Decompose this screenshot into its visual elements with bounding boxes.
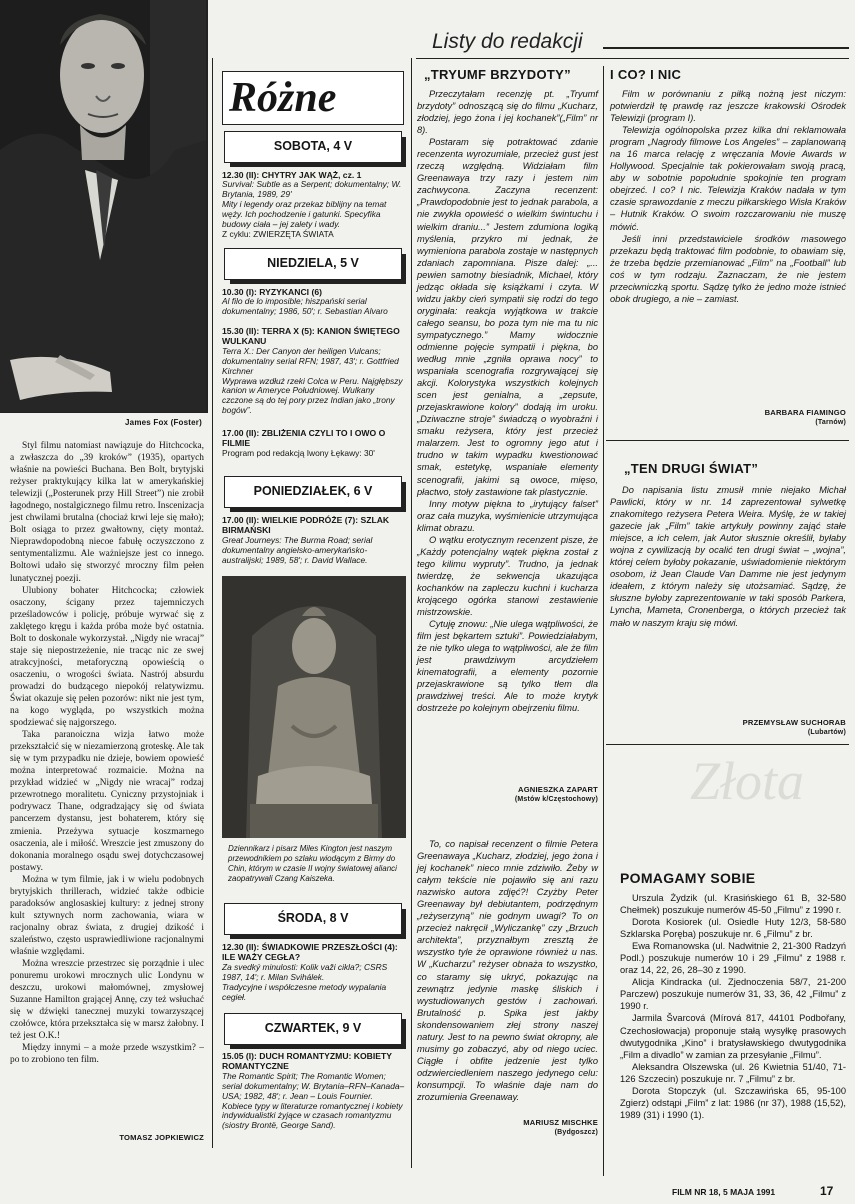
program-description: Mity i legendy oraz przekaz biblijny na temat węży. Ich pochodzenie i gatunki. Specyfika budowy ciała – jej zalety i wady. bbox=[222, 199, 387, 230]
swiat-signature: PRZEMYSŁAW SUCHORAB bbox=[742, 718, 846, 727]
faded-watermark: Złota bbox=[690, 751, 805, 811]
left-article-paragraph: Można w tym filmie, jak i w wielu podobnych brytyjskich thrillerach, widzieć także odbicie paradoksów anglosaskiej kultury: z jednej strony kult sztywnych norm zachowania, wiara w racjonalny obraz świata, z drugiej dzikość i szaleństwo, często usprawiedliwione racjonalnymi właśnie względami. bbox=[10, 874, 204, 957]
pomagamy-item: Alicja Kindracka (ul. Zjednoczenia 58/7, 21-200 Parczew) poszukuje numerów 31, 33, 36, 42 „Filmu” z 1990 r. bbox=[620, 977, 846, 1012]
left-article-paragraph: Taka paranoiczna wizja łatwo może przekształcić się w niezamierzoną groteskę. Ale tak się w tym przypadku nie dzieje, bowiem opowieść można interpretować rozmaicie. Można na przykład widzieć w „Nigdy nie wracaj” rodzaj przewrotnego moralitetu. Cyniczny przystojniak i podrywacz Thane, odgradzający się od świata pancerzem dystansu, jest bohaterem, który się zmienia. Przeżywa sytuacje koszmarnego osaczenia, ale i miłość. Wreszcie jest zmuszony do dokonania moralnego osądu swej dotychczasowej postawy. bbox=[10, 730, 204, 873]
day-header-sunday: NIEDZIELA, 5 V bbox=[224, 248, 402, 280]
pomagamy-title: POMAGAMY SOBIE bbox=[620, 870, 756, 886]
mischke-paragraph: To, co napisał recenzent o filmie Petera Greenawaya „Kucharz, złodziej, jego żona i jej kochanek” nieco mnie zdziwiło. Żeby w całym tekście nie pojawiło się ani razu nazwisko autora zdjęć?! Czyżby Peter Greenaway był debiutantem, podrzędnym „reżyserzyną” nie godnym uwagi? To on przecież nakręcił „Wyliczankę” czy „Brzuch architekta”, przyznałbym zresztą że wszystko tyle że oprawione również u nas. W „Kucharzu” reżyser obnaża to wszystko, co staramy się ukryć, pokazując na zewnątrz jedynie maskę śliskich i wystudiowanych gestów i zachowań. Brutalność p. Spika jest jakby skondensowaniem złej strony naszej natury. Jest to na pewno świat okropny, ale musimy go zobaczyć, aby od niego uciec. Ciągłe i obfite jedzenie jest tylko odzwierciedleniem naszego jedynego celu: konsumpcji. To właśnie daje nam do zrozumienia Greenaway. bbox=[417, 839, 598, 1102]
section-rule bbox=[606, 744, 849, 745]
letters-header: Listy do redakcji bbox=[432, 30, 583, 53]
tryumf-place: (Mstów k/Częstochowy) bbox=[514, 796, 598, 803]
program-info: Za svedký minulosti: Kolik važi cikla?; CSRS 1987, 14'; r. Milan Svihálek. bbox=[222, 961, 388, 982]
mischke-letter bbox=[417, 838, 598, 1103]
program-title: 15.30 (II): TERRA X (5): KANION ŚWIĘTEGO WULKANU bbox=[222, 326, 400, 347]
buddha-caption: Dziennikarz i pisarz Miles Kington jest naszym przewodnikiem po szlaku wiodącym z Birmy do Chin, którym w czasie II wojny światowej alianci zaopatrywali Czang Kaiszeka. bbox=[228, 844, 397, 883]
program-item bbox=[222, 170, 406, 240]
column-rule bbox=[212, 58, 213, 1148]
day-header-wednesday: ŚRODA, 8 V bbox=[224, 903, 402, 935]
program-title: 12.30 (II): ŚWIADKOWIE PRZESZŁOŚCI (4): ILE WAŻY CEGŁA? bbox=[222, 942, 398, 963]
program-info: Survival: Subtle as a Serpent; dokumentalny; W. Brytania, 1989, 29' bbox=[222, 179, 402, 200]
swiat-place: (Lubartów) bbox=[807, 729, 846, 736]
program-item bbox=[222, 326, 406, 416]
program-title: 17.00 (II): WIELKIE PODRÓŻE (7): SZLAK BIRMAŃSKI bbox=[222, 515, 390, 536]
header-rule bbox=[603, 47, 849, 49]
program-info: Al filo de lo imposible; hiszpański serial dokumentalny; 1986, 50'; r. Sebastian Alvaro bbox=[222, 296, 388, 317]
ico-paragraph: Telewizja ogólnopolska przez kilka dni reklamowała program „Nagrody filmowe Los Angeles” – zaplanowaną na 16 marca relację z wręczania Movie Awards w Hollywood. Specjalnie tak pokierowałam swoją pracą, aby w sobotnie popołudnie spokojnie ten program obejrzeć. I co? I nic. Telewizja Kraków nadała w tym czasie sprawozdanie z meczu piłkarskiego Wisła Kraków – Hutnik Kraków. O swoim rozczarowaniu nie muszę mówić. bbox=[610, 125, 846, 232]
buddha-photo bbox=[222, 576, 406, 838]
header-rule bbox=[416, 58, 849, 59]
pomagamy-item: Dorota Kosiorek (ul. Osiedle Huty 12/3, 58-580 Szklarska Poręba) poszukuje nr. 6 „Filmu” z br. bbox=[620, 917, 846, 940]
program-info: Great Journeys: The Burma Road; serial dokumentalny angielsko-amerykańsko-australijski; 1989, 58'; r. David Wallace. bbox=[222, 534, 373, 565]
program-item bbox=[222, 515, 406, 566]
program-title: 12.30 (II): CHYTRY JAK WĄŻ, cz. 1 bbox=[222, 170, 362, 180]
swiat-letter bbox=[610, 484, 846, 629]
page-number: 17 bbox=[820, 1184, 834, 1198]
ico-letter bbox=[610, 88, 846, 305]
tryumf-paragraph: O wątku erotycznym recenzent pisze, że „Każdy potencjalny wątek piękna został z tego kilimu wypruty”. Trudno, ja jednak twierdzę, że sekwencja ukazująca kochanków na zapleczu kuchni i kucharza krojącego ogórka stanowi zestawienie mistrzowskie. bbox=[417, 534, 598, 618]
photo-bottom-border bbox=[0, 412, 208, 413]
ico-paragraph: Jeśli inni przedstawiciele środków masowego przekazu będą traktować film podobnie, to obawiam się, że trzeba będzie przemianować „Film” na „Football” lub coś w tym rodzaju. Zaznaczam, że nie jestem przeciwniczką sportu. Sądzę tylko że jedno może istnieć obok drugiego, a nie – zamiast. bbox=[610, 233, 846, 304]
program-title: 10.30 (I): RYZYKANCI (6) bbox=[222, 287, 322, 297]
program-title: 15.05 (I): DUCH ROMANTYZMU: KOBIETY ROMANTYCZNE bbox=[222, 1051, 392, 1072]
ico-signature: BARBARA FIAMINGO bbox=[764, 408, 846, 417]
program-item bbox=[222, 287, 406, 317]
ico-title: I CO? I NIC bbox=[610, 67, 682, 82]
left-article-paragraph: Między innymi – a może przede wszystkim? – po to zrobiono ten film. bbox=[10, 1043, 204, 1066]
program-series: Z cyklu: ZWIERZĘTA ŚWIATA bbox=[222, 228, 334, 239]
left-article-paragraph: Styl filmu natomiast nawiązuje do Hitchcocka, a zwłaszcza do „39 kroków” (1935), opartych właśnie na powieści Buchana. Ben Bolt, brytyjski reżyser praktykujący kilka lat w amerykańskiej telewizji („Posterunek przy Hill Street”) nie zrobił łagodnego, nostalgicznego filmu retro. Inscenizacja jest chwilami brutalna (chociaż krwi leje się mało); Bolt osiąga to przez gwałtowny, cięty montaż. Nieprawdopodobną niecoe fabułę oczyszczono z sentymentalizmu. Ale ważniejsze jest co innego. Boltowi udało się stworzyć mroczny film pełen lunatycznej poezji. bbox=[10, 441, 204, 584]
tryumf-signature: AGNIESZKA ZAPART bbox=[518, 785, 598, 794]
program-description: Kobiece typy w literaturze romantycznej i kobiety indywidualistki żyjące w czasach romantyzmu (siostry Brontë, George Sand). bbox=[222, 1100, 403, 1131]
section-title: Różne bbox=[222, 71, 404, 125]
tryumf-paragraph: Postaram się potraktować zdanie recenzenta wyrozumiale, przecież gust jest rzeczą względną. Widziałam film Greenawaya trzy razy i jestem nim zachwycona. Zaczyna recenzent: „Prawdopodobnie jest to jednak parabola, a nie zwykła opowieść o wielkim świntuchu i wielkim draniu...” Jestem zdumiona logiką myślenia, przykro mi jednak, że wymieniona parabola zostaje w następnych zdaniach zapomniana. Pisze dalej: „... pewien samotny biesiadnik, Michael, który jedząc okłada się książkami i czyta. W widzu jakby cień sympatii się rodzi do tego oryginała: reakcja wyjątkowa w trakcie całego seansu, bo poza tym nie ma tu nic sympatycznego.” Mamy widocznie odmienne pojęcie sympatii i piękna, bo według mnie „zgniła oprawa nocy” to wspaniała scenografia rozgrywającej się akcji. Kolorystyka wszystkich kolejnych scen jest genialna, a „zepsute, przejaskrawione kolory” dodają im uroku. „Dziwaczne stroje” świadczą o wyobraźni i smaku reżysera, który jest przecież malarzem. Jest to ogromny jego atut i trudno w takim wypadku kwestionować smak, estetykę, wspaniałe elementy scenografii, jakimi są owoce, mięso, płactwo, stoły zastawione tak plastycznie. bbox=[417, 137, 598, 497]
left-article-signature: TOMASZ JOPKIEWICZ bbox=[119, 1133, 204, 1142]
james-fox-photo bbox=[0, 0, 206, 412]
left-article bbox=[10, 440, 204, 1066]
day-header-saturday: SOBOTA, 4 V bbox=[224, 131, 402, 163]
swiat-title: „TEN DRUGI ŚWIAT” bbox=[624, 461, 759, 476]
day-header-thursday: CZWARTEK, 9 V bbox=[224, 1013, 402, 1045]
program-item bbox=[222, 942, 406, 1002]
section-rule bbox=[606, 440, 849, 441]
photo-caption: James Fox (Foster) bbox=[125, 418, 202, 427]
program-info: The Romantic Spirit; The Romantic Women; serial dokumentalny; W. Brytania–RFN–Kanada–USA; 1982, 48'; r. Jean – Louis Fournier. bbox=[222, 1070, 405, 1101]
pomagamy-item: Ewa Romanowska (ul. Nadwitnie 2, 21-300 Radzyń Podl.) poszukuje numerów 10 i 29 „Filmu” z 1988 r. oraz 14, 22, 26, 28–30 z 1990. bbox=[620, 941, 846, 976]
column-rule bbox=[603, 66, 604, 1176]
ico-place: (Tarnów) bbox=[815, 419, 846, 426]
mischke-signature: MARIUSZ MISCHKE bbox=[523, 1118, 598, 1127]
program-description: Tradycyjne i współczesne metody wypalania cegieł. bbox=[222, 981, 387, 1002]
program-info: Terra X.: Der Canyon der heiligen Vulcans; dokumentalny serial RFN; 1987, 43'; r. Gottfried Kirchner bbox=[222, 345, 399, 376]
program-item bbox=[222, 428, 406, 459]
program-item bbox=[222, 1051, 406, 1131]
left-article-paragraph: Można wreszcie przestrzec się porządnie i ulec ponuremu urokowi mrocznych ulic Londynu w deszczu, urokowi małomównej, zmysłowej Suzanne Hamilton grającej Annę, czy też wsłuchać się w dźwięki tanecznej muzyki towarzyszącej czołówce, która przekształca się w marsz żałobny. I też jest O.K.! bbox=[10, 959, 204, 1042]
issue-info: FILM NR 18, 5 MAJA 1991 bbox=[672, 1187, 776, 1197]
tryumf-paragraph: Przeczytałam recenzję pt. „Tryumf brzydoty” odnoszącą się do filmu „Kucharz, złodziej, jego żona i jej kochanek”(„Film” nr 8). bbox=[417, 89, 598, 136]
program-description: Wyprawa wzdłuż rzeki Colca w Peru. Najgłębszy kanion w Ameryce Południowej. Wulkany czczone są do tej pory przez Indian jako „trony bogów”. bbox=[222, 375, 403, 416]
tryumf-title: „TRYUMF BRZYDOTY” bbox=[424, 67, 571, 82]
pomagamy-item: Dorota Stopczyk (ul. Szczawińska 65, 95-100 Zgierz) odstąpi „Film” z lat: 1986 (nr 37), 1988 (15,52), 1989 (31) i 1990 (1). bbox=[620, 1085, 846, 1120]
pomagamy-item: Jarmila Švarcová (Mírová 817, 44101 Podbořany, Czechosłowacja) proponuje stałą wysyłkę prasowych dwutygodnika „Kino” i bratysławskiego dwutygodnika „Film a divadlo” w zamian za przesyłanie „Filmu”. bbox=[620, 1013, 846, 1060]
photo-border bbox=[206, 0, 208, 412]
swiat-paragraph: Do napisania listu zmusił mnie niejako Michał Pawlicki, który w nr. 14 zaprezentował sylwetkę znakomitego reżysera Petera Weira. Myślę, że w takiej gazecie jak „Film” takie artykuły powinny zająć stałe miejsce, a ich celem, jak Autor słusznie określił, byłaby wojna z cywilizacją by ocalić ten drugi świat – „wojna”, której celem byłoby pokazanie, uświadomienie niektórym osobom, iż Jean Claude Van Damme nie jest jedynym ideałem, z którym należy się utożsamiać. Sądzę, że słuszne byłoby zaprezentowanie w taki sposób Parkera, Lyncha, Mameta, Cronenberga, o których przecież tak mało w naszym kraju się mówi. bbox=[610, 485, 846, 628]
tryumf-letter bbox=[417, 88, 598, 714]
pomagamy-list bbox=[620, 892, 846, 1121]
pomagamy-item: Urszula Żydzik (ul. Krasińskiego 61 B, 32-580 Chełmek) poszukuje numerów 45-50 „Filmu” z 1990 r. bbox=[620, 893, 846, 916]
column-rule bbox=[411, 58, 412, 1168]
tryumf-paragraph: Inny motyw piękna to „irytujący falset” oraz cała muzyka, wyśmienicie utrzymująca klimat obrazu. bbox=[417, 498, 598, 533]
ico-paragraph: Film w porównaniu z piłką nożną jest niczym: potwierdził tę prawdę raz jeszcze krakowski Ośrodek Telewizji (program I). bbox=[610, 89, 846, 124]
left-article-paragraph: Ulubiony bohater Hitchcocka; człowiek osaczony, ścigany przez tajemniczych prześladowców i policję, próbuje wyrwać się z zaklętego kręgu i każda próba może być ostatnia. Bolt to doskonale wykorzystał. „Nigdy nie wracaj” staje się niepostrzeżenie, nie tracąc nic ze swej atrakcyjności, metaforyczną opowieścią o osaczeniu, o wrogości świata. Nastrój absurdu prowadzi do budzącego niepokój relatywizmu. Świat okazuje się pełen pozorów: nikt nie jest tym, na kogo wygląda, po wszystkich można spodziewać się najgorszego. bbox=[10, 585, 204, 729]
tryumf-paragraph: Cytuję znowu: „Nie ulega wątpliwości, że film jest bękartem sztuki”. Powiedziałabym, że nie tylko ulega to wątpliwości, ale że film jest prawdziwym arcydziełem kinematografii, a elementy pozornie przejaskrawione są tylko tłem dla prawdziwej treści. Ale to może krytyk dostrzeże po kolejnym obejrzeniu filmu. bbox=[417, 619, 598, 714]
program-title: 17.00 (II): ZBLIŻENIA CZYLI TO I OWO O FILMIE bbox=[222, 428, 386, 449]
pomagamy-item: Aleksandra Olszewska (ul. 26 Kwietnia 51/40, 71-126 Szczecin) poszukuje nr. 7 „Filmu” z br. bbox=[620, 1061, 846, 1084]
program-info: Program pod redakcją Iwony Łękawy: 30' bbox=[222, 447, 375, 458]
mischke-place: (Bydgoszcz) bbox=[554, 1129, 598, 1136]
day-header-monday: PONIEDZIAŁEK, 6 V bbox=[224, 476, 402, 508]
